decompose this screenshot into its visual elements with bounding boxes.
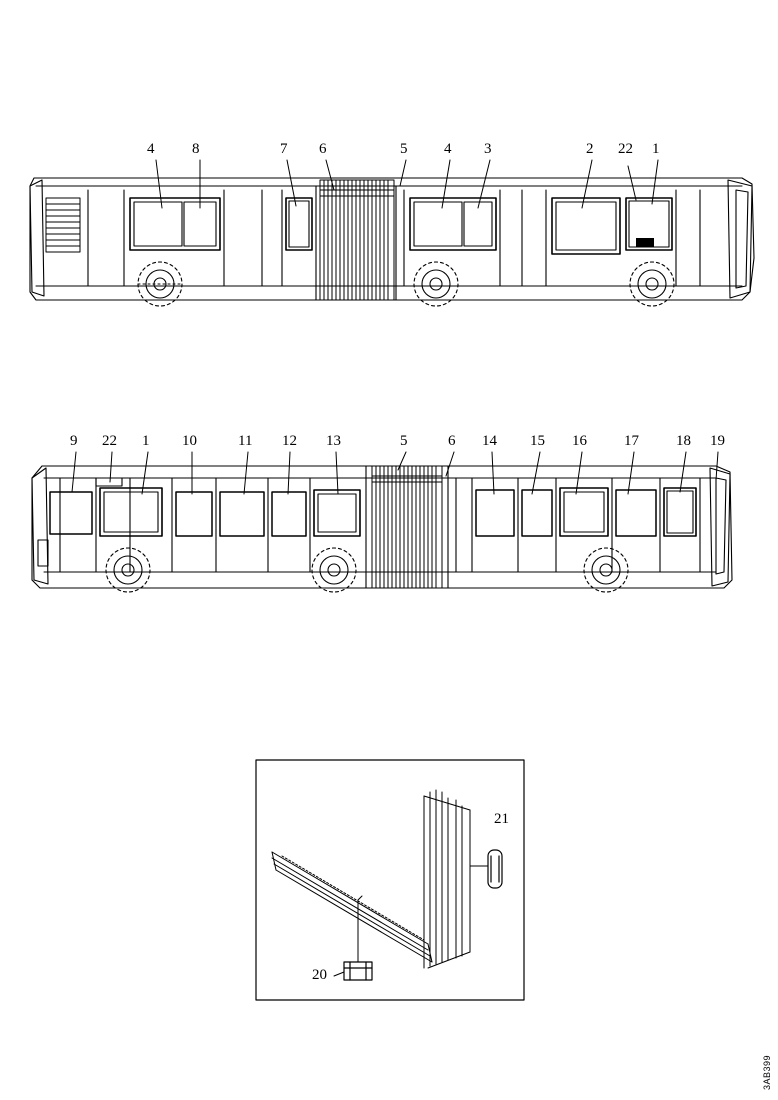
- callout-lower-6: 6: [448, 433, 456, 449]
- callout-lower-10: 10: [182, 433, 197, 449]
- callout-lower-11: 11: [238, 433, 253, 449]
- callout-detail-21: 21: [494, 811, 509, 827]
- callout-upper-3: 3: [484, 141, 492, 157]
- callout-lower-13: 13: [326, 433, 341, 449]
- callout-lower-15: 15: [530, 433, 545, 449]
- callout-lower-9: 9: [70, 433, 78, 449]
- detail-inset-view: [256, 760, 524, 1000]
- callout-upper-4b: 4: [444, 141, 452, 157]
- callout-upper-7: 7: [280, 141, 288, 157]
- callout-lower-22: 22: [102, 433, 117, 449]
- callout-upper-5: 5: [400, 141, 408, 157]
- callout-detail-20: 20: [312, 967, 327, 983]
- callout-lower-17: 17: [624, 433, 639, 449]
- callout-upper-2: 2: [586, 141, 594, 157]
- callout-upper-8: 8: [192, 141, 200, 157]
- upper-bus-view: [30, 160, 754, 306]
- callout-lower-18: 18: [676, 433, 691, 449]
- callout-upper-22: 22: [618, 141, 633, 157]
- lower-bus-view: [32, 452, 732, 592]
- callout-upper-4a: 4: [147, 141, 155, 157]
- callout-upper-1: 1: [652, 141, 660, 157]
- drawing-number: 3AB399: [762, 1054, 772, 1090]
- callout-lower-19: 19: [710, 433, 725, 449]
- callout-lower-14: 14: [482, 433, 497, 449]
- callout-lower-1: 1: [142, 433, 150, 449]
- callout-upper-6: 6: [319, 141, 327, 157]
- callout-lower-16: 16: [572, 433, 587, 449]
- callout-lower-5: 5: [400, 433, 408, 449]
- callout-lower-12: 12: [282, 433, 297, 449]
